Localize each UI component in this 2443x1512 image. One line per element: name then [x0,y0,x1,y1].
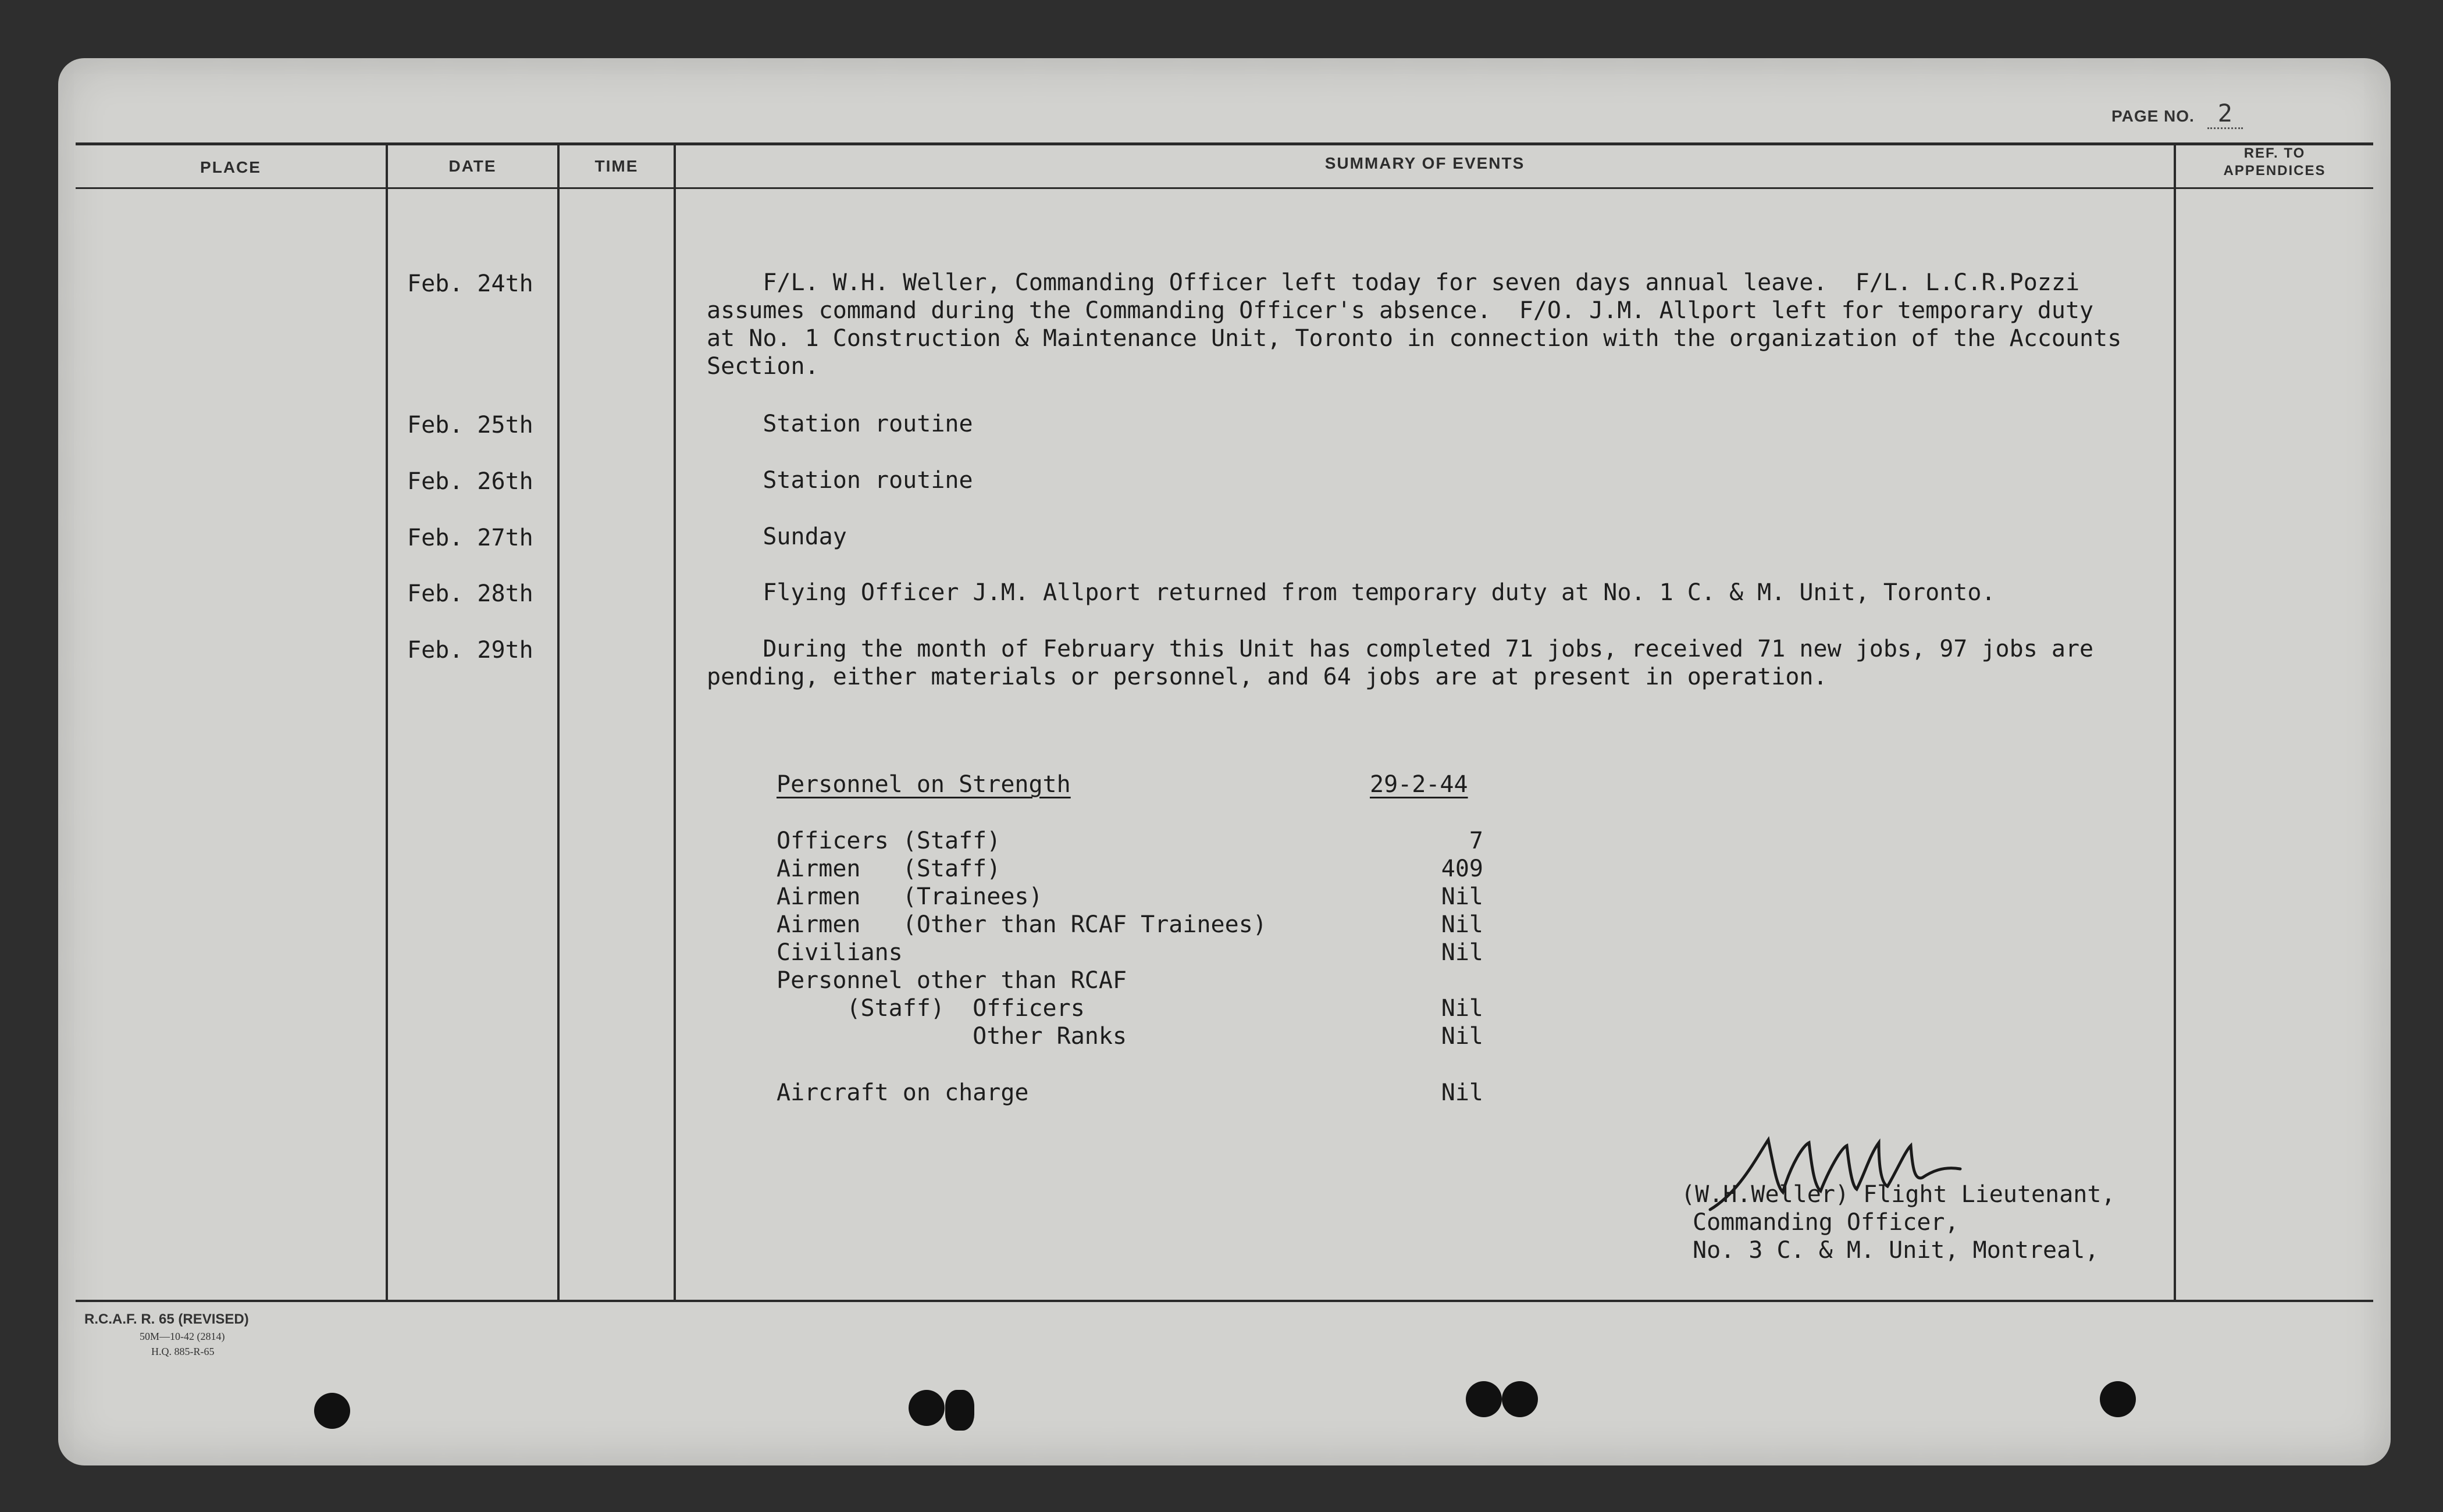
signature-line3: No. 3 C. & M. Unit, Montreal, [1693,1237,2099,1264]
table-bottom-rule [76,1300,2373,1302]
punch-hole [1466,1381,1502,1417]
header-ref-line2: APPENDICES [2223,163,2326,179]
page-number-value: 2 [2207,99,2243,129]
time-summary-divider [674,145,676,1300]
summary-ref-divider [2174,145,2176,1300]
strength-label: Personnel other than RCAF [777,967,1127,994]
signature-line2: Commanding Officer, [1693,1209,1959,1236]
strength-value: Nil [1441,995,1483,1022]
date-time-divider [557,145,560,1300]
strength-label: Officers (Staff) [777,828,1001,854]
form-number: R.C.A.F. R. 65 (REVISED) [84,1311,249,1327]
punch-hole [314,1393,350,1429]
page-number [2111,99,2243,127]
entry-text-line: pending, either materials or personnel, and 64 jobs are at present in operation. [707,664,1828,690]
strength-value: 7 [1469,828,1483,854]
strength-value: Nil [1441,1023,1483,1050]
form-print-code: 50M—10-42 (2814) [140,1331,225,1342]
strength-label: Civilians [777,939,903,966]
entry-text-line: During the month of February this Unit has completed 71 jobs, received 71 new jobs, 97 jobs are [707,636,2094,662]
strength-label: Airmen (Staff) [777,855,1001,882]
punch-hole [1502,1381,1538,1417]
signature-line1: (W.H.Weller) Flight Lieutenant, [1681,1181,2116,1208]
entry-text-line: Section. [707,353,819,380]
form-hq-code: H.Q. 885-R-65 [151,1346,215,1357]
page-number-label: PAGE NO. [2111,107,2195,125]
punch-hole [909,1390,945,1426]
header-date: DATE [448,157,497,175]
entry-date: Feb. 29th [407,637,533,664]
entry-text-line: Sunday [707,523,847,550]
strength-label: (Staff) Officers [777,995,1085,1022]
header-place: PLACE [200,158,261,176]
strength-value: 409 [1441,855,1483,882]
strength-heading: Personnel on Strength [777,771,1071,798]
header-ref-line1: REF. TO [2243,145,2306,161]
entry-date: Feb. 24th [407,270,533,297]
entry-text-line: assumes command during the Commanding Officer's absence. F/O. J.M. Allport left for temporary duty [707,297,2094,324]
entry-text-line: Flying Officer J.M. Allport returned from temporary duty at No. 1 C. & M. Unit, Toronto. [707,579,1996,606]
entry-text-line: Station routine [707,467,973,494]
strength-value: Nil [1441,883,1483,910]
header-time: TIME [594,157,639,175]
strength-label: Other Ranks [777,1023,1127,1050]
document-card [58,58,2391,1465]
entry-date: Feb. 27th [407,525,533,551]
aircraft-value: Nil [1441,1079,1483,1106]
strength-date: 29-2-44 [1370,771,1468,798]
entry-text-line: F/L. W.H. Weller, Commanding Officer left today for seven days annual leave. F/L. L.C.R.Pozzi [707,269,2080,296]
entry-date: Feb. 26th [407,468,533,495]
entry-date: Feb. 28th [407,580,533,607]
entry-date: Feb. 25th [407,412,533,438]
header-bottom-rule [76,187,2373,189]
header-top-rule [76,142,2373,145]
punch-hole [2100,1381,2136,1417]
strength-label: Airmen (Other than RCAF Trainees) [777,911,1267,938]
strength-value: Nil [1441,939,1483,966]
header-summary: SUMMARY OF EVENTS [1324,154,1525,172]
entry-text-line: Station routine [707,411,973,437]
punch-hole [945,1390,974,1431]
strength-label: Airmen (Trainees) [777,883,1043,910]
strength-value: Nil [1441,911,1483,938]
entry-text-line: at No. 1 Construction & Maintenance Unit, Toronto in connection with the organization of the Accounts [707,325,2122,352]
place-date-divider [386,145,388,1300]
aircraft-label: Aircraft on charge [777,1079,1029,1106]
